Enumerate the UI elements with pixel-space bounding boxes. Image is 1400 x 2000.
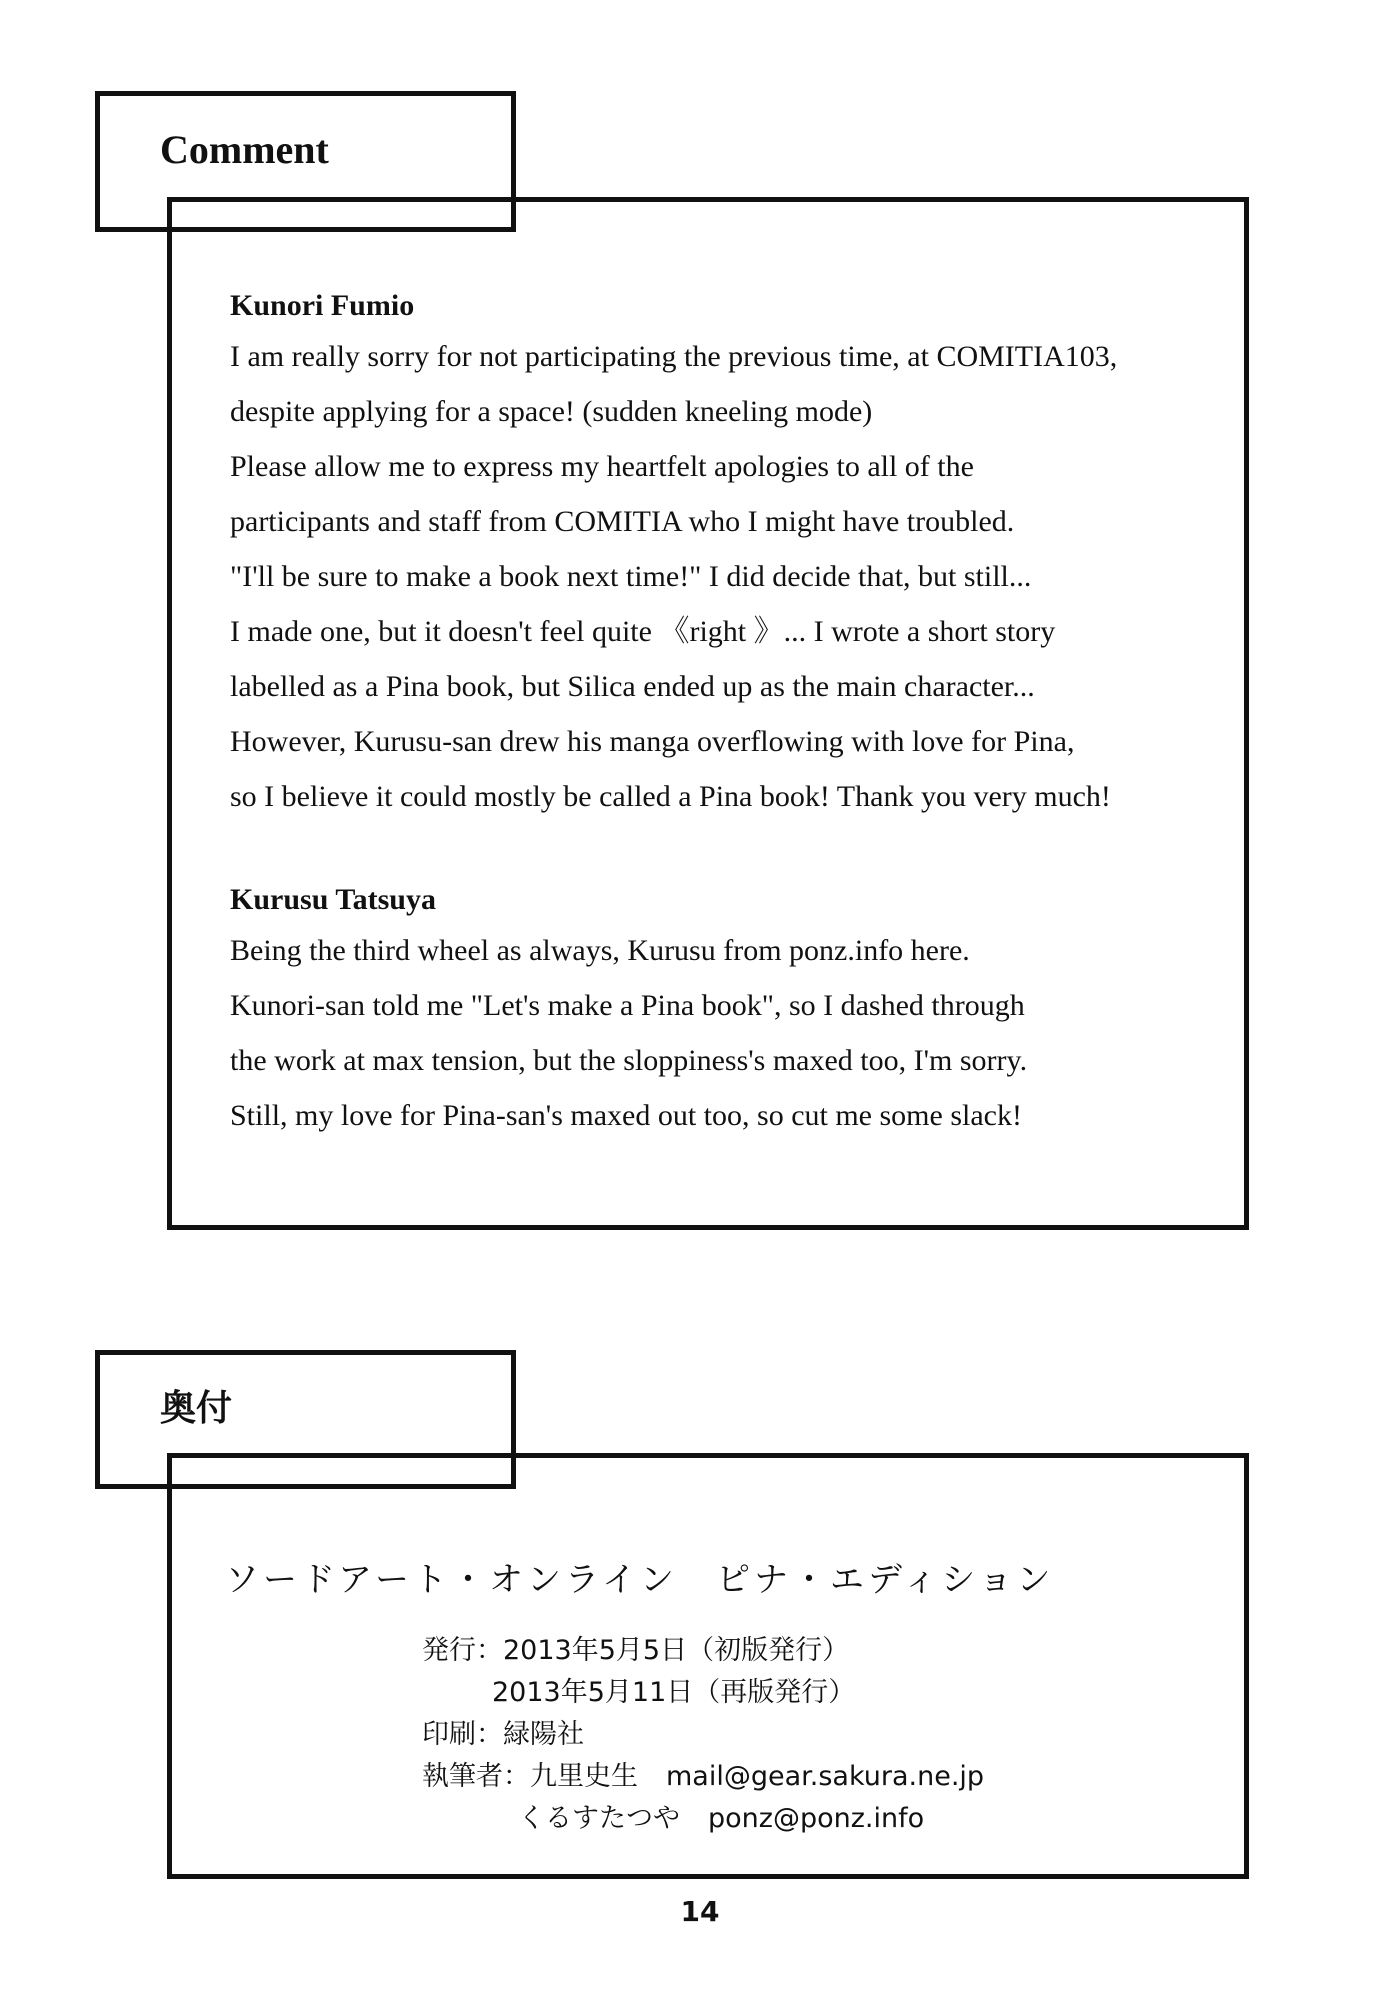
author2-email: ponz@ponz.info [708, 1803, 925, 1834]
print-label: 印刷： [422, 1719, 503, 1750]
publish-date-first: 2013年5月5日（初版発行） [503, 1635, 850, 1666]
comment-line: Still, my love for Pina-san's maxed out too, so cut me some slack! [230, 1099, 1022, 1132]
comment-line: so I believe it could mostly be called a Pina book! Thank you very much! [230, 780, 1111, 813]
comment-tab [95, 91, 516, 232]
publish-label: 発行： [422, 1635, 503, 1666]
comment-line: labelled as a Pina book, but Silica ended up as the main character... [230, 670, 1035, 703]
comment-line: Please allow me to express my heartfelt apologies to all of the [230, 450, 974, 483]
publish-date-second: 2013年5月11日（再版発行） [492, 1677, 856, 1708]
comment-line: despite applying for a space! (sudden kneeling mode) [230, 395, 873, 428]
colophon-tab [95, 1350, 516, 1489]
page-number: 14 [680, 1895, 720, 1928]
comment-line: Being the third wheel as always, Kurusu from ponz.info here. [230, 934, 970, 967]
comment-line: the work at max tension, but the sloppiness's maxed too, I'm sorry. [230, 1044, 1028, 1077]
comment-section-title: Comment [160, 127, 329, 172]
colophon-box [167, 1453, 1249, 1879]
book-title: ソードアート・オンライン ピナ・エディション [225, 1560, 1055, 1600]
comment-line: I am really sorry for not participating the previous time, at COMITIA103, [230, 340, 1118, 373]
author1-name: 九里史生 [530, 1761, 638, 1792]
printer-name: 緑陽社 [503, 1719, 584, 1750]
comment-line: Kunori-san told me "Let's make a Pina book", so I dashed through [230, 989, 1025, 1022]
author1-email: mail@gear.sakura.ne.jp [666, 1761, 985, 1792]
comment-line: However, Kurusu-san drew his manga overflowing with love for Pina, [230, 725, 1075, 758]
comment-line: participants and staff from COMITIA who I might have troubled. [230, 505, 1015, 538]
colophon-section-title: 奥付 [160, 1388, 233, 1429]
author-label: 執筆者： [422, 1761, 530, 1792]
comment-box [167, 197, 1249, 1230]
comment-line: I made one, but it doesn't feel quite 《right 》... I wrote a short story [230, 615, 1056, 648]
author-name: Kurusu Tatsuya [230, 883, 436, 916]
comment-line: "I'll be sure to make a book next time!" I did decide that, but still... [230, 560, 1032, 593]
author2-name: くるすたつや [518, 1803, 680, 1834]
author-name: Kunori Fumio [230, 289, 415, 322]
